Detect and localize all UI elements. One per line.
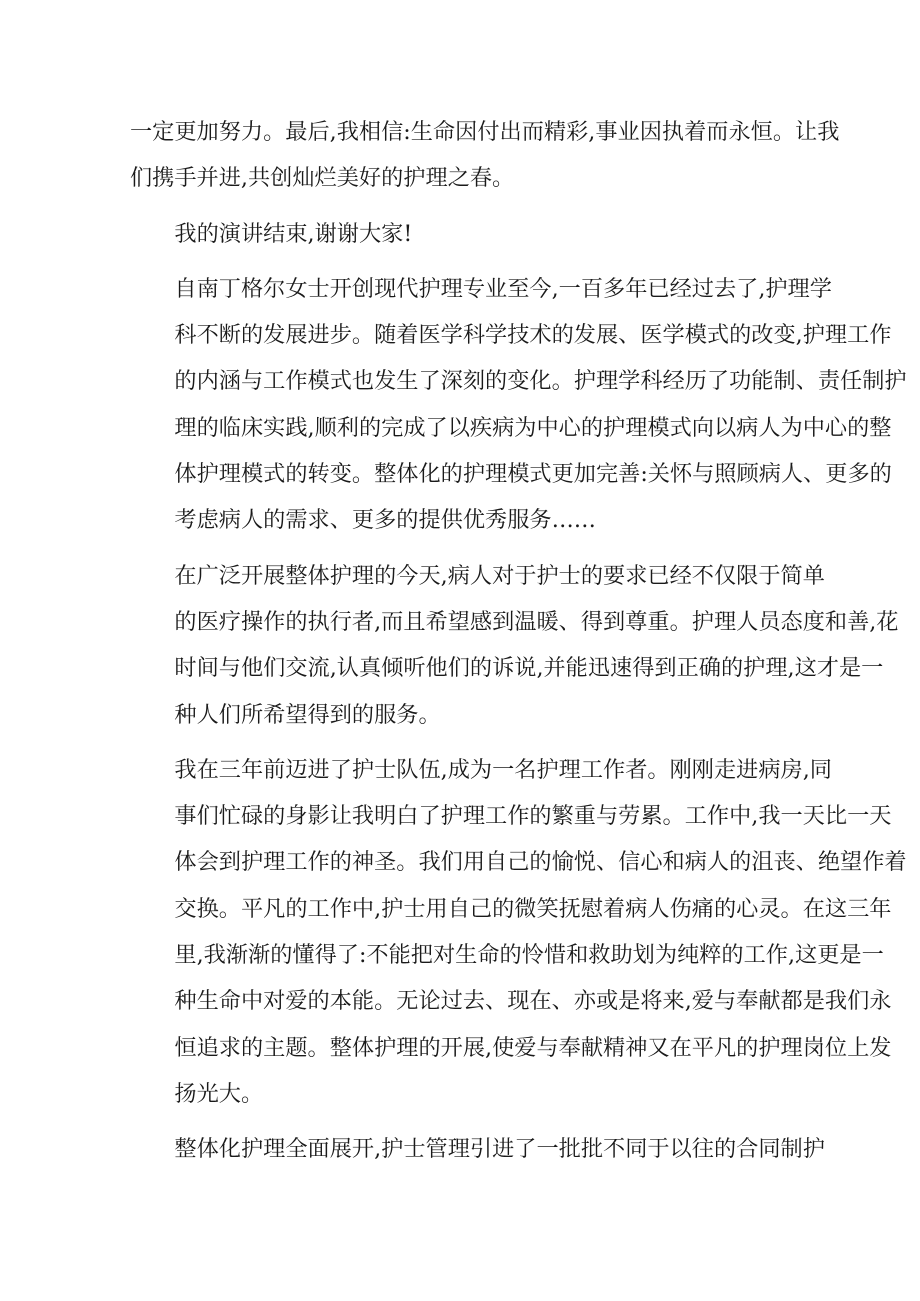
text-line: 科不断的发展进步。随着医学科学技术的发展、医学模式的改变,护理工作 <box>174 322 892 349</box>
text-line: 里,我渐渐的懂得了:不能把对生命的怜惜和救助划为纯粹的工作,这更是一 <box>174 942 884 969</box>
paragraph <box>130 747 907 1117</box>
text-line: 体护理模式的转变。整体化的护理模式更加完善:关怀与照顾病人、更多的 <box>174 461 892 488</box>
paragraph <box>130 211 794 257</box>
text-line: 考虑病人的需求、更多的提供优秀服务…… <box>174 507 596 534</box>
text-line: 体会到护理工作的神圣。我们用自己的愉悦、信心和病人的沮丧、绝望作着 <box>174 849 907 876</box>
paragraph <box>130 109 840 202</box>
paragraph <box>130 1126 825 1172</box>
document-body <box>130 109 907 1182</box>
text-line: 们携手并进,共创灿烂美好的护理之春。 <box>130 165 515 192</box>
text-line: 种生命中对爱的本能。无论过去、现在、亦或是将来,爱与奉献都是我们永 <box>174 988 892 1015</box>
paragraph <box>130 553 899 738</box>
text-line: 种人们所希望得到的服务。 <box>174 701 441 728</box>
text-line: 我的演讲结束,谢谢大家! <box>174 220 413 247</box>
paragraph <box>130 266 907 544</box>
text-line: 事们忙碌的身影让我明白了护理工作的繁重与劳累。工作中,我一天比一天 <box>174 803 892 830</box>
text-line: 整体化护理全面展开,护士管理引进了一批批不同于以往的合同制护 <box>174 1136 825 1163</box>
text-line: 自南丁格尔女士开创现代护理专业至今,一百多年已经过去了,护理学 <box>174 275 832 302</box>
text-line: 时间与他们交流,认真倾听他们的诉说,并能迅速得到正确的护理,这才是一 <box>174 655 884 682</box>
text-line: 交换。平凡的工作中,护士用自己的微笑抚慰着病人伤痛的心灵。在这三年 <box>174 895 892 922</box>
text-line: 扬光大。 <box>174 1080 264 1107</box>
text-line: 我在三年前迈进了护士队伍,成为一名护理工作者。刚刚走进病房,同 <box>174 756 832 783</box>
text-line: 理的临床实践,顺利的完成了以疾病为中心的护理模式向以病人为中心的整 <box>174 414 892 441</box>
text-line: 的内涵与工作模式也发生了深刻的变化。护理学科经历了功能制、责任制护 <box>174 368 907 395</box>
text-line: 一定更加努力。最后,我相信:生命因付出而精彩,事业因执着而永恒。让我 <box>130 119 840 145</box>
text-line: 在广泛开展整体护理的今天,病人对于护士的要求已经不仅限于简单 <box>174 562 825 589</box>
text-line: 恒追求的主题。整体护理的开展,使爱与奉献精神又在平凡的护理岗位上发 <box>174 1034 892 1061</box>
text-line: 的医疗操作的执行者,而且希望感到温暖、得到尊重。护理人员态度和善,花 <box>174 608 899 635</box>
